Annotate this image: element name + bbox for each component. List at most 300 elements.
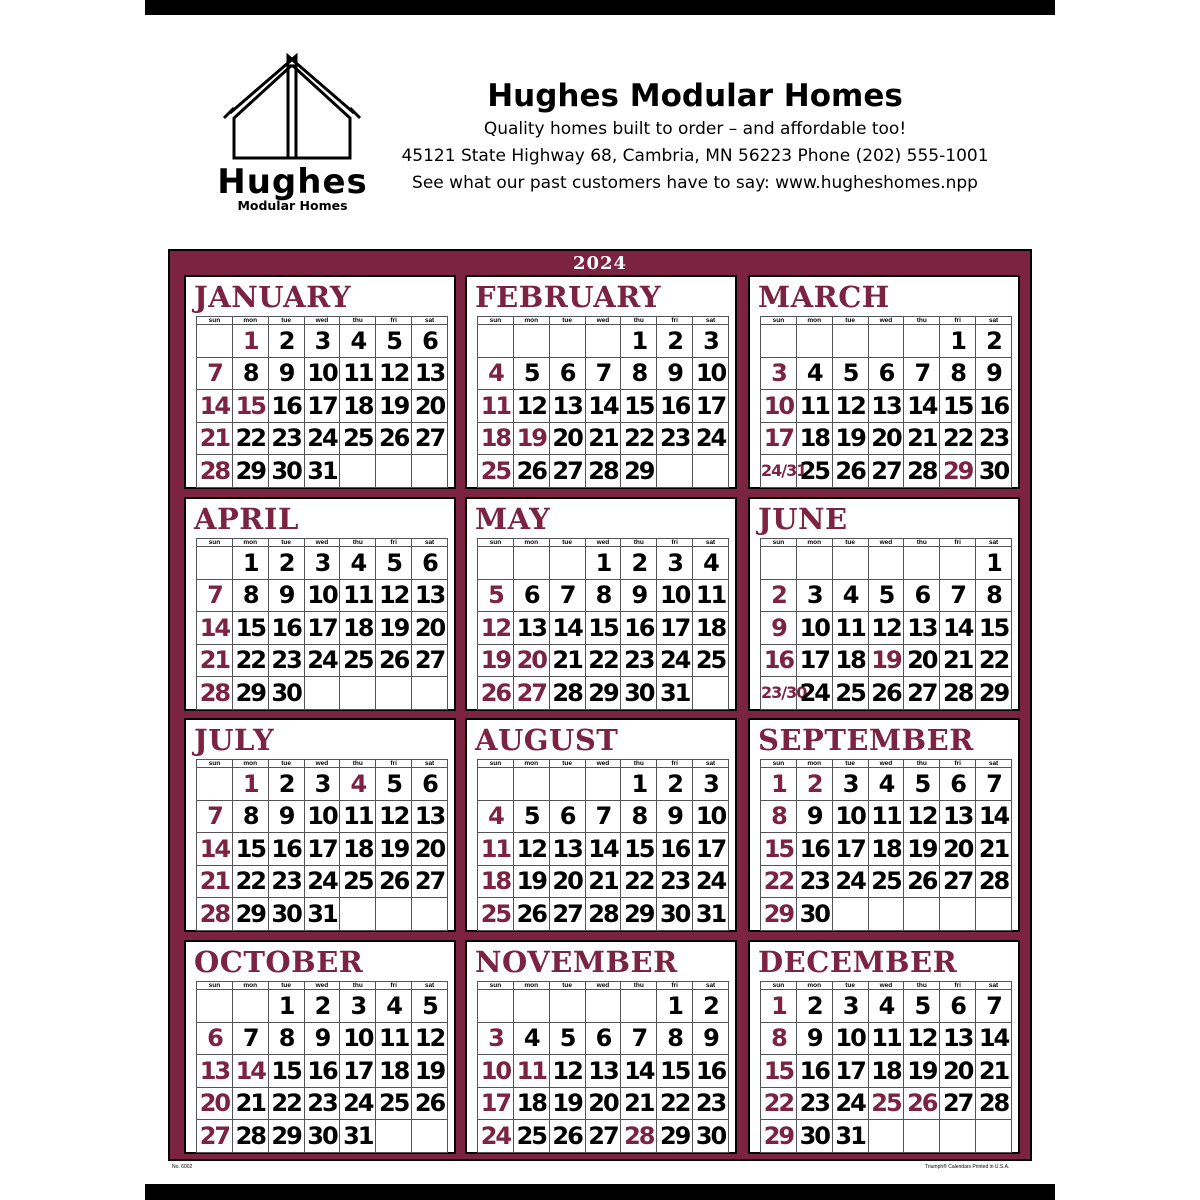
day-cell: 14: [904, 390, 940, 423]
day-cell: 16: [657, 833, 693, 866]
day-cell: 10: [304, 357, 340, 390]
empty-cell: [868, 1120, 904, 1153]
day-cell: 26: [513, 455, 549, 488]
day-cell: 17: [304, 612, 340, 645]
day-cell: 24: [304, 644, 340, 677]
day-cell: 14: [621, 1055, 657, 1088]
day-cell: 19: [478, 644, 514, 677]
day-cell: 28: [585, 898, 621, 931]
weekday-header: fri: [657, 982, 693, 990]
day-cell: 25: [868, 1087, 904, 1120]
day-cell: 5: [904, 768, 940, 801]
day-cell: 4: [478, 357, 514, 390]
empty-cell: [513, 990, 549, 1023]
day-cell: 7: [197, 579, 233, 612]
weekday-header: mon: [232, 539, 268, 547]
day-cell: 18: [796, 422, 832, 455]
empty-cell: [868, 898, 904, 931]
day-cell: 13: [412, 579, 448, 612]
day-cell: 23: [621, 644, 657, 677]
day-cell: 6: [513, 579, 549, 612]
day-cell: 29: [940, 455, 976, 488]
day-cell: 6: [197, 1022, 233, 1055]
day-cell: 17: [832, 1055, 868, 1088]
day-cell: 5: [513, 800, 549, 833]
day-cell: 3: [832, 990, 868, 1023]
day-cell: 4: [478, 800, 514, 833]
day-cell: 2: [657, 325, 693, 358]
empty-cell: [197, 547, 233, 580]
day-cell: 22: [621, 422, 657, 455]
weekday-header: thu: [340, 539, 376, 547]
day-cell: 20: [197, 1087, 233, 1120]
day-cell: 8: [761, 1022, 797, 1055]
weekday-header: sat: [976, 760, 1012, 768]
day-cell: 24: [304, 865, 340, 898]
month-december: [748, 940, 1020, 1154]
day-cell: 15: [940, 390, 976, 423]
day-cell: 4: [513, 1022, 549, 1055]
day-cell: 11: [340, 357, 376, 390]
day-cell: 12: [513, 833, 549, 866]
day-cell: 11: [796, 390, 832, 423]
weekday-header: wed: [304, 982, 340, 990]
day-cell: 15: [585, 612, 621, 645]
day-cell: 19: [513, 865, 549, 898]
weekday-header: thu: [621, 539, 657, 547]
day-cell: 25: [796, 455, 832, 488]
day-cell: 30: [796, 898, 832, 931]
weekday-header: sun: [197, 982, 233, 990]
day-cell: 2: [796, 990, 832, 1023]
day-cell: 6: [868, 357, 904, 390]
day-cell: 16: [268, 390, 304, 423]
day-cell: 5: [376, 768, 412, 801]
day-cell: 1: [657, 990, 693, 1023]
day-cell: 5: [513, 357, 549, 390]
weekday-header: thu: [904, 982, 940, 990]
day-cell: 16: [976, 390, 1012, 423]
day-cell: 27: [513, 677, 549, 710]
day-cell: 14: [585, 390, 621, 423]
day-cell: 2: [761, 579, 797, 612]
day-cell: 30: [657, 898, 693, 931]
day-cell: 19: [549, 1087, 585, 1120]
day-cell: 13: [513, 612, 549, 645]
day-cell: 24: [832, 865, 868, 898]
day-cell: 6: [412, 325, 448, 358]
day-cell: 12: [478, 612, 514, 645]
empty-cell: [549, 325, 585, 358]
day-cell: 30: [796, 1120, 832, 1153]
month-grid: [760, 538, 1012, 710]
day-cell: 12: [549, 1055, 585, 1088]
empty-cell: [832, 898, 868, 931]
weekday-header: sun: [761, 982, 797, 990]
weekday-header: fri: [376, 317, 412, 325]
day-cell: 15: [232, 833, 268, 866]
company-header: [390, 76, 1000, 197]
day-cell-combined: 23/30: [761, 677, 797, 710]
weekday-header: tue: [268, 982, 304, 990]
weekday-header: fri: [376, 760, 412, 768]
bottom-bar: [145, 1184, 1055, 1200]
weekday-header: wed: [585, 982, 621, 990]
day-cell: 8: [761, 800, 797, 833]
day-cell: 2: [796, 768, 832, 801]
day-cell: 22: [585, 644, 621, 677]
day-cell: 10: [693, 357, 729, 390]
day-cell: 19: [412, 1055, 448, 1088]
day-cell: 30: [304, 1120, 340, 1153]
weekday-header: wed: [304, 317, 340, 325]
weekday-header: thu: [621, 760, 657, 768]
day-cell: 28: [585, 455, 621, 488]
day-cell: 29: [761, 1120, 797, 1153]
footer-printer: Triumph® Calendars Printed in U.S.A.: [925, 1164, 1010, 1170]
weekday-header: fri: [940, 982, 976, 990]
day-cell: 1: [761, 990, 797, 1023]
day-cell: 2: [304, 990, 340, 1023]
month-name: MAY: [475, 502, 551, 536]
day-cell: 3: [304, 547, 340, 580]
day-cell: 20: [549, 865, 585, 898]
empty-cell: [904, 547, 940, 580]
day-cell: 22: [657, 1087, 693, 1120]
empty-cell: [657, 455, 693, 488]
day-cell: 26: [513, 898, 549, 931]
day-cell: 5: [376, 325, 412, 358]
day-cell: 7: [940, 579, 976, 612]
day-cell: 4: [340, 768, 376, 801]
day-cell: 30: [268, 677, 304, 710]
day-cell: 12: [513, 390, 549, 423]
weekday-header: thu: [621, 317, 657, 325]
month-name: NOVEMBER: [475, 945, 678, 979]
day-cell: 3: [478, 1022, 514, 1055]
weekday-header: mon: [796, 760, 832, 768]
empty-cell: [340, 677, 376, 710]
day-cell: 18: [868, 1055, 904, 1088]
day-cell: 7: [976, 990, 1012, 1023]
day-cell: 18: [693, 612, 729, 645]
month-name: JANUARY: [194, 280, 352, 314]
day-cell: 4: [868, 768, 904, 801]
day-cell: 26: [478, 677, 514, 710]
month-august: [465, 718, 737, 932]
empty-cell: [412, 898, 448, 931]
day-cell: 16: [268, 833, 304, 866]
day-cell: 5: [549, 1022, 585, 1055]
day-cell: 12: [832, 390, 868, 423]
day-cell: 29: [232, 455, 268, 488]
weekday-header: sat: [976, 539, 1012, 547]
calendar-frame: [168, 249, 1032, 1161]
day-cell: 12: [904, 800, 940, 833]
empty-cell: [940, 1120, 976, 1153]
day-cell: 17: [304, 833, 340, 866]
day-cell: 16: [761, 644, 797, 677]
day-cell: 13: [197, 1055, 233, 1088]
day-cell: 29: [585, 677, 621, 710]
day-cell: 25: [478, 455, 514, 488]
empty-cell: [868, 547, 904, 580]
day-cell: 10: [761, 390, 797, 423]
day-cell: 24: [832, 1087, 868, 1120]
day-cell: 13: [549, 390, 585, 423]
day-cell: 2: [268, 325, 304, 358]
weekday-header: mon: [232, 760, 268, 768]
day-cell: 19: [832, 422, 868, 455]
weekday-header: tue: [268, 760, 304, 768]
day-cell: 2: [976, 325, 1012, 358]
weekday-header: tue: [549, 317, 585, 325]
weekday-header: wed: [304, 760, 340, 768]
day-cell: 3: [340, 990, 376, 1023]
month-grid: [196, 759, 448, 931]
day-cell: 18: [340, 833, 376, 866]
day-cell: 13: [412, 357, 448, 390]
day-cell: 10: [832, 800, 868, 833]
day-cell: 20: [412, 612, 448, 645]
day-cell: 27: [904, 677, 940, 710]
day-cell: 31: [693, 898, 729, 931]
day-cell: 29: [976, 677, 1012, 710]
day-cell: 16: [621, 612, 657, 645]
day-cell: 27: [412, 865, 448, 898]
day-cell: 23: [693, 1087, 729, 1120]
day-cell: 10: [478, 1055, 514, 1088]
day-cell: 16: [268, 612, 304, 645]
day-cell: 18: [513, 1087, 549, 1120]
weekday-header: sat: [412, 760, 448, 768]
tagline: Quality homes built to order – and affordable too!: [483, 119, 907, 139]
empty-cell: [478, 990, 514, 1023]
empty-cell: [340, 455, 376, 488]
day-cell: 25: [832, 677, 868, 710]
day-cell: 6: [904, 579, 940, 612]
day-cell: 20: [585, 1087, 621, 1120]
day-cell: 10: [657, 579, 693, 612]
month-february: [465, 275, 737, 489]
day-cell: 23: [268, 865, 304, 898]
day-cell: 26: [549, 1120, 585, 1153]
month-name: AUGUST: [475, 723, 619, 757]
weekday-header: sun: [761, 760, 797, 768]
empty-cell: [197, 990, 233, 1023]
empty-cell: [585, 990, 621, 1023]
day-cell: 24: [657, 644, 693, 677]
weekday-header: wed: [868, 539, 904, 547]
weekday-header: fri: [657, 317, 693, 325]
day-cell: 20: [940, 833, 976, 866]
day-cell: 21: [940, 644, 976, 677]
day-cell: 13: [904, 612, 940, 645]
weekday-header: sat: [693, 317, 729, 325]
weekday-header: tue: [832, 760, 868, 768]
day-cell: 27: [940, 1087, 976, 1120]
day-cell: 6: [549, 800, 585, 833]
day-cell: 2: [621, 547, 657, 580]
day-cell: 15: [232, 390, 268, 423]
day-cell: 3: [832, 768, 868, 801]
day-cell: 5: [832, 357, 868, 390]
day-cell: 4: [376, 990, 412, 1023]
day-cell: 21: [585, 422, 621, 455]
day-cell: 2: [693, 990, 729, 1023]
day-cell: 6: [585, 1022, 621, 1055]
day-cell: 23: [657, 422, 693, 455]
day-cell: 23: [976, 422, 1012, 455]
day-cell: 30: [268, 455, 304, 488]
day-cell: 30: [268, 898, 304, 931]
day-cell: 29: [657, 1120, 693, 1153]
day-cell: 25: [693, 644, 729, 677]
month-grid: [196, 538, 448, 710]
day-cell: 11: [340, 579, 376, 612]
empty-cell: [478, 325, 514, 358]
day-cell: 14: [197, 390, 233, 423]
day-cell: 18: [340, 612, 376, 645]
day-cell: 14: [232, 1055, 268, 1088]
weekday-header: wed: [585, 539, 621, 547]
day-cell: 6: [412, 768, 448, 801]
empty-cell: [976, 898, 1012, 931]
weekday-header: tue: [268, 317, 304, 325]
weekday-header: tue: [832, 317, 868, 325]
weekday-header: sun: [478, 317, 514, 325]
day-cell: 15: [621, 390, 657, 423]
day-cell: 18: [478, 422, 514, 455]
day-cell: 14: [197, 833, 233, 866]
day-cell: 9: [796, 800, 832, 833]
day-cell: 14: [549, 612, 585, 645]
day-cell: 22: [232, 865, 268, 898]
month-june: [748, 497, 1020, 711]
empty-cell: [904, 1120, 940, 1153]
day-cell: 9: [268, 800, 304, 833]
day-cell: 20: [412, 390, 448, 423]
day-cell: 19: [904, 1055, 940, 1088]
day-cell: 5: [868, 579, 904, 612]
day-cell: 19: [904, 833, 940, 866]
day-cell: 7: [585, 357, 621, 390]
day-cell: 12: [376, 357, 412, 390]
day-cell: 26: [904, 865, 940, 898]
weekday-header: tue: [832, 982, 868, 990]
day-cell: 18: [376, 1055, 412, 1088]
day-cell: 1: [761, 768, 797, 801]
empty-cell: [549, 547, 585, 580]
day-cell: 4: [340, 325, 376, 358]
day-cell: 26: [376, 644, 412, 677]
day-cell: 1: [585, 547, 621, 580]
day-cell: 11: [832, 612, 868, 645]
month-grid: [477, 316, 729, 488]
day-cell: 27: [868, 455, 904, 488]
day-cell: 13: [868, 390, 904, 423]
day-cell: 9: [304, 1022, 340, 1055]
day-cell: 24: [693, 865, 729, 898]
day-cell: 28: [549, 677, 585, 710]
day-cell: 14: [976, 1022, 1012, 1055]
empty-cell: [376, 898, 412, 931]
day-cell: 22: [232, 644, 268, 677]
day-cell: 1: [232, 768, 268, 801]
day-cell: 7: [549, 579, 585, 612]
day-cell: 8: [940, 357, 976, 390]
day-cell: 10: [796, 612, 832, 645]
day-cell: 8: [232, 357, 268, 390]
day-cell: 17: [832, 833, 868, 866]
day-cell: 13: [549, 833, 585, 866]
day-cell: 21: [976, 1055, 1012, 1088]
empty-cell: [197, 325, 233, 358]
day-cell: 13: [412, 800, 448, 833]
day-cell: 20: [904, 644, 940, 677]
empty-cell: [197, 768, 233, 801]
day-cell: 9: [796, 1022, 832, 1055]
weekday-header: sun: [478, 982, 514, 990]
day-cell: 1: [621, 768, 657, 801]
empty-cell: [549, 768, 585, 801]
empty-cell: [513, 768, 549, 801]
day-cell: 5: [412, 990, 448, 1023]
day-cell: 31: [340, 1120, 376, 1153]
day-cell: 7: [197, 800, 233, 833]
weekday-header: fri: [657, 539, 693, 547]
month-name: MARCH: [758, 280, 890, 314]
weekday-header: fri: [940, 539, 976, 547]
day-cell: 24: [693, 422, 729, 455]
empty-cell: [340, 898, 376, 931]
day-cell: 1: [232, 547, 268, 580]
day-cell: 25: [376, 1087, 412, 1120]
weekday-header: thu: [340, 760, 376, 768]
day-cell: 27: [549, 898, 585, 931]
day-cell: 3: [304, 325, 340, 358]
day-cell: 30: [976, 455, 1012, 488]
day-cell: 9: [657, 800, 693, 833]
day-cell: 25: [478, 898, 514, 931]
day-cell: 8: [268, 1022, 304, 1055]
weekday-header: mon: [232, 317, 268, 325]
day-cell: 20: [513, 644, 549, 677]
month-grid: [196, 981, 448, 1153]
day-cell: 17: [304, 390, 340, 423]
weekday-header: sat: [976, 317, 1012, 325]
day-cell: 19: [513, 422, 549, 455]
empty-cell: [761, 325, 797, 358]
day-cell: 23: [268, 422, 304, 455]
month-october: [184, 940, 456, 1154]
weekday-header: sun: [197, 539, 233, 547]
day-cell: 21: [197, 865, 233, 898]
month-july: [184, 718, 456, 932]
month-name: SEPTEMBER: [758, 723, 974, 757]
day-cell: 1: [232, 325, 268, 358]
day-cell: 23: [268, 644, 304, 677]
weekday-header: sun: [478, 760, 514, 768]
empty-cell: [412, 1120, 448, 1153]
empty-cell: [412, 455, 448, 488]
day-cell: 29: [761, 898, 797, 931]
month-september: [748, 718, 1020, 932]
weekday-header: mon: [796, 539, 832, 547]
day-cell: 11: [478, 390, 514, 423]
day-cell: 26: [832, 455, 868, 488]
day-cell: 12: [412, 1022, 448, 1055]
